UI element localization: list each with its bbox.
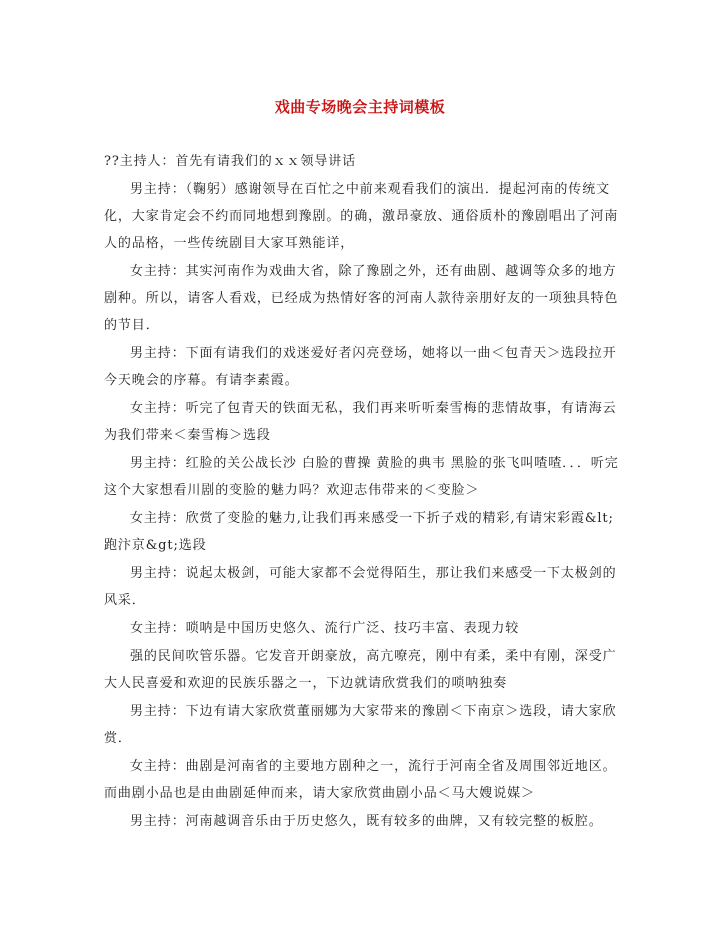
paragraph: ??主持人：首先有请我们的ｘｘ领导讲话	[104, 154, 357, 169]
document-body	[104, 148, 624, 836]
paragraph: 女主持：其实河南作为戏曲大省，除了豫剧之外，还有曲剧、越调等众多的地方剧种。所以，请客人看戏，已经成为热情好客的河南人款待亲朋好友的一项独具特色的节目．	[104, 264, 619, 333]
paragraph: 男主持：（鞠躬）感谢领导在百忙之中前来观看我们的演出．提起河南的传统文化，大家肯定会不约而同地想到豫剧。的确，激昂豪放、通俗质朴的豫剧唱出了河南人的品格，一些传统剧目大家耳熟能详，	[104, 182, 619, 251]
paragraph: 男主持：下面有请我们的戏迷爱好者闪亮登场，她将以一曲＜包青天＞选段拉开今天晚会的序幕。有请李素霞。	[104, 346, 617, 388]
paragraph: 强的民间吹管乐器。它发音开朗豪放，高亢嘹亮，刚中有柔，柔中有刚，深受广大人民喜爱和欢迎的民族乐器之一，下边就请欣赏我们的唢呐独奏	[104, 649, 617, 691]
document-title: 戏曲专场晚会主持词模板	[274, 98, 446, 116]
paragraph: 女主持：唢呐是中国历史悠久、流行广泛、技巧丰富、表现力较	[130, 621, 520, 636]
paragraph: 女主持：欣赏了变脸的魅力,让我们再来感受一下折子戏的精彩,有请宋彩霞&lt;跑汴京&gt;选段	[104, 511, 614, 553]
paragraph: 男主持：下边有请大家欣赏董丽娜为大家带来的豫剧＜下南京＞选段，请大家欣赏．	[104, 704, 617, 746]
paragraph: 女主持：听完了包青天的铁面无私，我们再来听听秦雪梅的悲情故事，有请海云为我们带来＜秦雪梅＞选段	[104, 401, 617, 443]
paragraph: 男主持：说起太极剑，可能大家都不会觉得陌生，那让我们来感受一下太极剑的风采．	[104, 566, 617, 608]
paragraph: 男主持：河南越调音乐由于历史悠久，既有较多的曲牌，又有较完整的板腔。	[130, 814, 603, 829]
paragraph: 男主持：红脸的关公战长沙 白脸的曹操 黄脸的典韦 黑脸的张飞叫喳喳．．．听完这个大家想看川剧的变脸的魅力吗？欢迎志伟带来的＜变脸＞	[104, 456, 619, 498]
paragraph: 女主持：曲剧是河南省的主要地方剧种之一，流行于河南全省及周围邻近地区。而曲剧小品也是由曲剧延伸而来，请大家欣赏曲剧小品＜马大嫂说媒＞	[104, 759, 617, 801]
